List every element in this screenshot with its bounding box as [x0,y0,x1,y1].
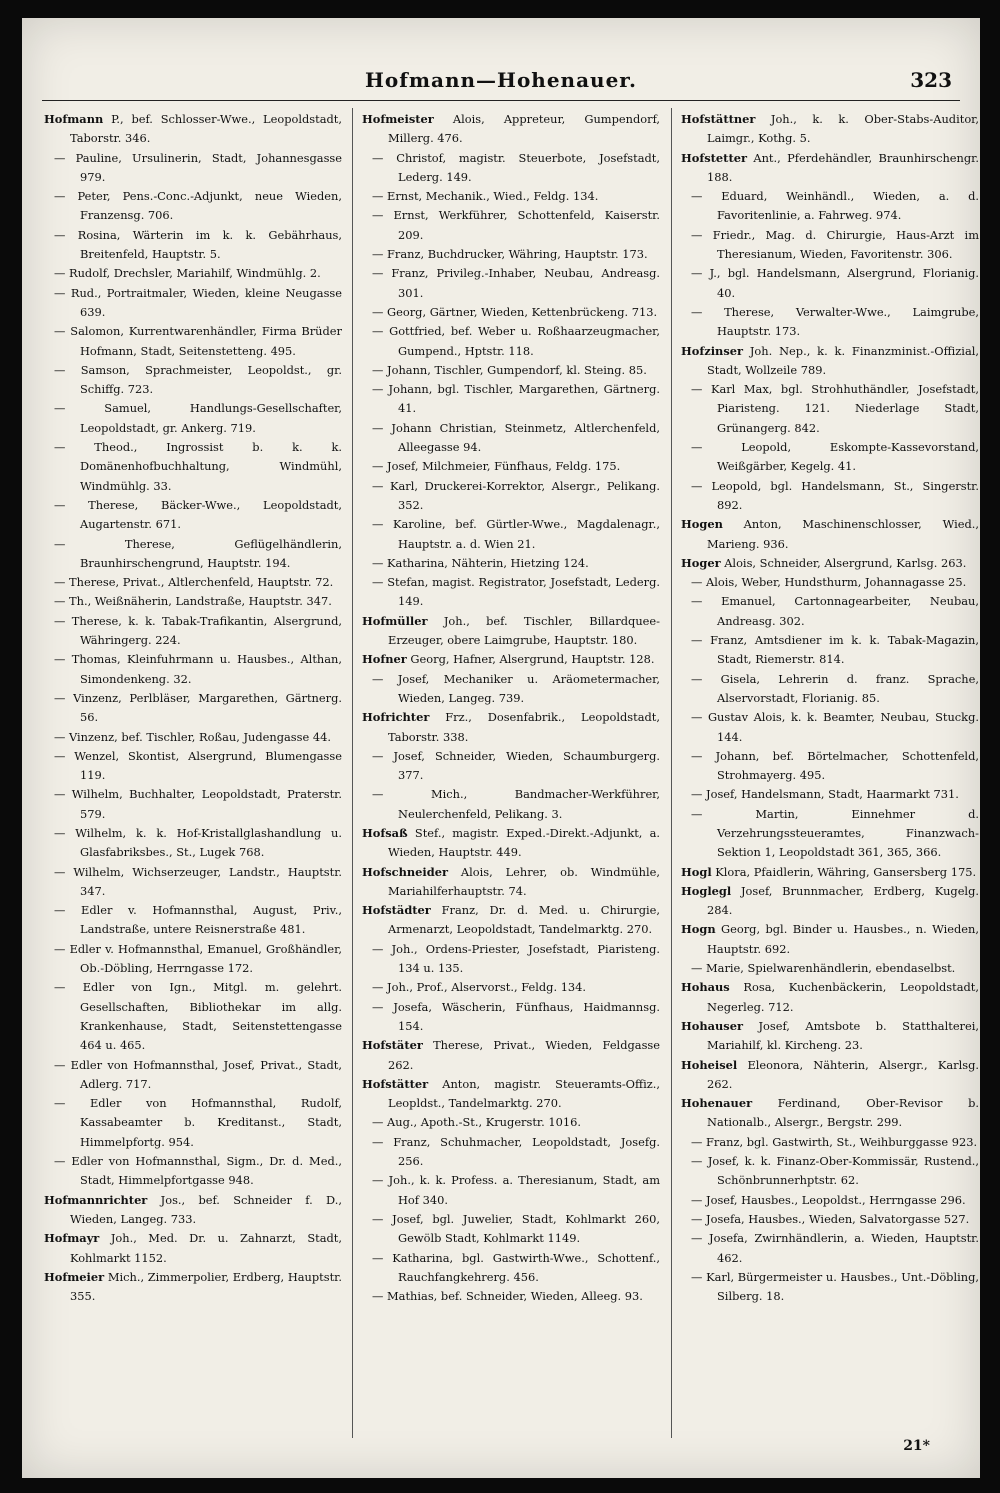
entry-details: Franz, Amtsdiener im k. k. Tabak-Magazin, Stadt, Riemerstr. 814. [710,633,979,667]
entry-details: Georg, bgl. Binder u. Hausbes., n. Wieden, Hauptstr. 692. [707,922,979,956]
entry-surname: Hohauser [681,1018,743,1033]
directory-entry [44,1229,342,1268]
entry-details: Edler v. Hofmannsthal, August, Priv., Landstraße, untere Reisnerstraße 481. [80,903,342,937]
directory-entry: — Josef, Mechaniker u. Aräometermacher, Wieden, Langeg. 739. [372,671,660,705]
entry-details: Klora, Pfaidlerin, Währing, Gansersberg 175. [715,864,977,879]
entry-details: Therese, k. k. Tabak-Trafikantin, Alsergrund, Währingerg. 224. [71,613,343,648]
entry-details: Karl, Bürgermeister u. Hausbes., Unt.-Döbling, Silberg. 18. [706,1269,979,1304]
directory-entry: — Karl, Bürgermeister u. Hausbes., Unt.-Döbling, Silberg. 18. [691,1269,979,1304]
entry-details: Georg, Gärtner, Wieden, Kettenbrückeng. 713. [387,304,658,319]
directory-entry: — Franz, Buchdrucker, Währing, Hauptstr. 173. [372,247,648,262]
entry-details: P., bef. Schlosser-Wwe., Leopoldstadt, Taborstr. 346. [70,112,342,146]
directory-entry: — Johann, Tischler, Gumpendorf, kl. Steing. 85. [372,362,647,377]
directory-entry: — Franz, bgl. Gastwirth, St., Weihburggasse 923. [691,1134,978,1149]
directory-entry: — Josef, Schneider, Wieden, Schaumburgerg. 377. [372,748,660,783]
entry-details: Ernst, Mechanik., Wied., Feldg. 134. [387,189,599,204]
entry-details: Samson, Sprachmeister, Leopoldst., gr. Schiffg. 723. [80,362,342,397]
entry-surname: Hofstetter [681,150,747,165]
directory-entry: — Franz, Schuhmacher, Leopoldstadt, Josefg. 256. [372,1134,660,1169]
entry-details: Karl Max, bgl. Strohhuthändler, Josefstadt, Piaristeng. 121. Niederlage Stadt, Grünangerg. 842. [710,382,979,435]
entry-details: Joh. Nep., k. k. Finanzminist.-Offizial, Stadt, Wollzeile 789. [707,343,980,377]
directory-entry [681,978,979,1017]
directory-entry: — Rud., Portraitmaler, Wieden, kleine Neugasse 639. [54,285,343,319]
entry-details: Gisela, Lehrerin d. franz. Sprache, Alservorstadt, Florianig. 85. [717,671,979,705]
entry-details: J., bgl. Handelsmann, Alsergrund, Florianig. 40. [709,266,979,300]
directory-entry: — Georg, Gärtner, Wieden, Kettenbrückeng. 713. [372,304,658,319]
directory-entry: — Josef, Handelsmann, Stadt, Haarmarkt 731. [691,787,959,802]
directory-entry: — Stefan, magist. Registrator, Josefstadt, Lederg. 149. [372,575,660,609]
page-number: 323 [910,68,952,92]
directory-entry: — Josef, bgl. Juwelier, Stadt, Kohlmarkt 260, Gewölb Stadt, Kohlmarkt 1149. [372,1211,660,1246]
directory-entry: — Edler v. Hofmannsthal, Emanuel, Großhändler, Ob.-Döbling, Herrngasse 172. [54,941,342,976]
entry-details: Josef, Milchmeier, Fünfhaus, Feldg. 175. [387,459,621,474]
entry-details: Johann, bef. Börtelmacher, Schottenfeld, Strohmayerg. 495. [715,748,979,783]
entry-details: Stef., magistr. Exped.-Direkt.-Adjunkt, a. Wieden, Hauptstr. 449. [388,825,660,860]
entry-details: Mathias, bef. Schneider, Wieden, Alleeg. 93. [387,1289,643,1304]
directory-entry: — Mathias, bef. Schneider, Wieden, Alleeg. 93. [372,1289,643,1304]
directory-entry: — Emanuel, Cartonnagearbeiter, Neubau, Andreasg. 302. [691,594,979,628]
directory-entry: — Aug., Apoth.-St., Krugerstr. 1016. [372,1115,581,1130]
entry-details: Karl, Druckerei-Korrektor, Alsergr., Pelikang. 352. [390,478,661,512]
column-divider [671,108,672,1438]
directory-entry [681,882,979,921]
entry-details: Joh., bef. Tischler, Billardquee-Erzeuger, obere Laimgrube, Hauptstr. 180. [388,613,660,648]
entry-surname: Hoger [681,555,721,570]
entry-surname: Hohaus [681,980,730,995]
entry-details: Eleonora, Nähterin, Alsergr., Karlsg. 262. [707,1057,980,1091]
directory-entry: — Katharina, bgl. Gastwirth-Wwe., Schottenf., Rauchfangkehrerg. 456. [372,1250,660,1284]
entry-details: Edler v. Hofmannsthal, Emanuel, Großhändler, Ob.-Döbling, Herrngasse 172. [69,941,342,976]
directory-entry: — Eduard, Weinhändl., Wieden, a. d. Favoritenlinie, a. Fahrweg. 974. [691,189,980,223]
directory-entry: — Samuel, Handlungs-Gesellschafter, Leopoldstadt, gr. Ankerg. 719. [54,401,342,435]
directory-entry: — Josefa, Zwirnhändlerin, a. Wieden, Hauptstr. 462. [691,1231,979,1265]
directory-entry [681,149,979,188]
entry-details: Vinzenz, bef. Tischler, Roßau, Judengasse 44. [69,729,331,744]
entry-details: Therese, Bäcker-Wwe., Leopoldstadt, Augartenstr. 671. [80,497,342,532]
entry-details: Frz., Dosenfabrik., Leopoldstadt, Taborstr. 338. [388,710,661,744]
directory-entry: — Katharina, Nähterin, Hietzing 124. [372,555,589,570]
directory-entry [362,612,660,651]
directory-entry [362,1075,660,1114]
directory-entry: — Joh., Ordens-Priester, Josefstadt, Piaristeng. 134 u. 135. [372,941,660,976]
entry-details: Therese, Privat., Wieden, Feldgasse 262. [388,1038,661,1072]
entry-details: Emanuel, Cartonnagearbeiter, Neubau, Andreasg. 302. [717,594,979,628]
entry-details: Jos., bef. Schneider f. D., Wieden, Langeg. 733. [70,1192,342,1226]
entry-details: Joh., Ordens-Priester, Josefstadt, Piaristeng. 134 u. 135. [391,941,660,976]
directory-entry: — Edler von Hofmannsthal, Josef, Privat., Stadt, Adlerg. 717. [54,1057,342,1091]
entry-details: Salomon, Kurrentwarenhändler, Firma Brüder Hofmann, Stadt, Seitenstetteng. 495. [70,324,342,358]
entry-details: Gottfried, bef. Weber u. Roßhaarzeugmacher, Gumpend., Hptstr. 118. [389,324,660,358]
entry-details: Marie, Spielwarenhändlerin, ebendaselbst. [706,961,956,976]
directory-entry: — Josefa, Hausbes., Wieden, Salvatorgasse 527. [691,1211,970,1226]
entry-details: Mich., Zimmerpolier, Erdberg, Hauptstr. 355. [70,1269,342,1304]
directory-entry [681,342,979,381]
entry-details: Edler von Hofmannsthal, Sigm., Dr. d. Med., Stadt, Himmelpfortgasse 948. [71,1154,342,1188]
directory-column-2 [362,110,660,1306]
directory-entry [44,1268,342,1307]
directory-entry [681,1017,979,1056]
entry-details: Alois, Weber, Hundsthurm, Johannagasse 25. [706,575,967,590]
entry-surname: Hofmannrichter [44,1192,148,1207]
directory-entry: — Wilhelm, Buchhalter, Leopoldstadt, Praterstr. 579. [54,787,342,821]
entry-details: Alois, Schneider, Alsergrund, Karlsg. 263. [724,555,967,570]
directory-entry: — Edler von Hofmannsthal, Rudolf, Kassabeamter b. Kreditanst., Stadt, Himmelpfortg. 954. [54,1096,342,1149]
directory-entry: — Martin, Einnehmer d. Verzehrungssteueramtes, Finanzwach-Sektion 1, Leopoldstadt 361, 365, 366. [691,806,979,860]
entry-surname: Hofmüller [362,613,428,628]
entry-surname: Hofstätter [362,1076,429,1091]
entry-details: Wilhelm, Buchhalter, Leopoldstadt, Praterstr. 579. [71,787,342,821]
directory-entry [681,920,979,959]
entry-details: Peter, Pens.-Conc.-Adjunkt, neue Wieden, Franzensg. 706. [77,189,342,223]
directory-entry: — Karl Max, bgl. Strohhuthändler, Josefstadt, Piaristeng. 121. Niederlage Stadt, Grünangerg. 842. [691,382,979,435]
directory-page [22,18,980,1478]
entry-surname: Hofschneider [362,864,448,879]
entry-details: Therese, Privat., Altlerchenfeld, Hauptstr. 72. [69,575,334,590]
directory-entry [44,110,342,149]
entry-details: Johann, Tischler, Gumpendorf, kl. Steing. 85. [387,362,647,377]
entry-surname: Hoglegl [681,883,732,898]
entry-details: Josef, Handelsmann, Stadt, Haarmarkt 731. [706,787,959,802]
entry-details: Joh., k. k. Ober-Stabs-Auditor, Laimgr., Kothg. 5. [707,112,979,146]
entry-details: Samuel, Handlungs-Gesellschafter, Leopoldstadt, gr. Ankerg. 719. [80,401,342,435]
entry-details: Karoline, bef. Gürtler-Wwe., Magdalenagr., Hauptstr. a. d. Wien 21. [393,517,660,551]
directory-entry: — Pauline, Ursulinerin, Stadt, Johannesgasse 979. [54,150,342,184]
directory-entry: — Johann Christian, Steinmetz, Altlerchenfeld, Alleegasse 94. [372,420,660,455]
entry-details: Joh., Prof., Alservorst., Feldg. 134. [387,980,587,995]
directory-entry: — Vinzenz, Perlbläser, Margarethen, Gärtnerg. 56. [54,690,342,725]
entry-details: Anton, magistr. Steueramts-Offiz., Leopldst., Tandelmarktg. 270. [388,1076,660,1111]
directory-entry [681,515,979,554]
directory-entry: — Vinzenz, bef. Tischler, Roßau, Judengasse 44. [54,729,331,744]
entry-details: Vinzenz, Perlbläser, Margarethen, Gärtnerg. 56. [73,690,342,725]
directory-entry: — Friedr., Mag. d. Chirurgie, Haus-Arzt im Theresianum, Wieden, Favoritenstr. 306. [691,227,979,262]
entry-details: Johann Christian, Steinmetz, Altlerchenfeld, Alleegasse 94. [391,420,660,455]
entry-surname: Hofzinser [681,343,743,358]
directory-entry [362,650,660,669]
entry-details: Rosina, Wärterin im k. k. Gebährhaus, Breitenfeld, Hauptstr. 5. [77,227,343,262]
entry-details: Stefan, magist. Registrator, Josefstadt, Lederg. 149. [387,575,660,609]
entry-surname: Hohenauer [681,1096,753,1111]
directory-entry: — Josef, Milchmeier, Fünfhaus, Feldg. 175. [372,459,621,474]
entry-details: Anton, Maschinenschlosser, Wied., Marieng. 936. [707,517,979,551]
entry-details: Katharina, Nähterin, Hietzing 124. [387,555,589,570]
directory-entry: — Josef, k. k. Finanz-Ober-Kommissär, Rustend., Schönbrunnerhptstr. 62. [691,1154,980,1188]
directory-entry: — Josefa, Wäscherin, Fünfhaus, Haidmannsg. 154. [372,999,660,1033]
entry-details: Johann, bgl. Tischler, Margarethen, Gärtnerg. 41. [388,382,660,416]
entry-details: Franz, Dr. d. Med. u. Chirurgie, Armenarzt, Leopoldstadt, Tandelmarktg. 270. [388,903,660,937]
directory-entry [681,110,979,149]
entry-details: Therese, Geflügelhändlerin, Braunhirschengrund, Hauptstr. 194. [80,536,342,570]
directory-entry: — Theod., Ingrossist b. k. k. Domänenhofbuchhaltung, Windmühl, Windmühlg. 33. [54,440,342,493]
entry-details: Josefa, Hausbes., Wieden, Salvatorgasse 527. [706,1211,970,1226]
directory-entry [362,901,660,940]
directory-entry: — Joh., Prof., Alservorst., Feldg. 134. [372,980,587,995]
entry-details: Joh., k. k. Profess. a. Theresianum, Stadt, am Hof 340. [388,1173,661,1207]
entry-details: Katharina, bgl. Gastwirth-Wwe., Schottenf., Rauchfangkehrerg. 456. [392,1250,660,1284]
directory-entry: — Johann, bef. Börtelmacher, Schottenfeld, Strohmayerg. 495. [691,748,979,783]
entry-surname: Hofstättner [681,112,756,126]
entry-details: Edler von Hofmannsthal, Rudolf, Kassabeamter b. Kreditanst., Stadt, Himmelpfortg. 954. [80,1096,342,1149]
entry-surname: Hofsaß [362,825,408,840]
directory-entry: — Edler von Ign., Mitgl. m. gelehrt. Gesellschaften, Bibliothekar im allg. Krankenhause, Stadt, Seitenstettengasse 464 u. 465. [54,980,343,1053]
directory-entry [681,1094,979,1133]
entry-details: Edler von Ign., Mitgl. m. gelehrt. Gesellschaften, Bibliothekar im allg. Krankenhause, Stadt, Seitenstettengasse 464 u. 465. [80,980,343,1053]
directory-entry [362,110,660,149]
directory-entry [362,824,660,863]
entry-details: Georg, Hafner, Alsergrund, Hauptstr. 128. [410,652,655,667]
directory-entry: — Wilhelm, Wichserzeuger, Landstr., Hauptstr. 347. [54,864,343,898]
directory-entry: — Christof, magistr. Steuerbote, Josefstadt, Lederg. 149. [372,150,661,184]
directory-entry: — Therese, Verwalter-Wwe., Laimgrube, Hauptstr. 173. [691,304,980,339]
directory-entry [681,554,979,573]
directory-entry: — Wilhelm, k. k. Hof-Kristallglashandlung u. Glasfabriksbes., St., Lugek 768. [54,825,342,860]
entry-details: Alois, Lehrer, ob. Windmühle, Mariahilferhauptstr. 74. [388,864,660,898]
entry-details: Mich., Bandmacher-Werkführer, Neulerchenfeld, Pelikang. 3. [398,787,660,821]
entry-surname: Hogn [681,922,716,937]
directory-entry: — Therese, Bäcker-Wwe., Leopoldstadt, Augartenstr. 671. [54,497,342,532]
running-title: Hofmann—Hohenauer. [365,68,637,92]
directory-entry: — Leopold, Eskompte-Kassevorstand, Weißgärber, Kegelg. 41. [691,440,979,474]
entry-details: Thomas, Kleinfuhrmann u. Hausbes., Althan, Simondenkeng. 32. [71,652,342,686]
directory-entry: — Joh., k. k. Profess. a. Theresianum, Stadt, am Hof 340. [372,1173,661,1207]
directory-entry: — Salomon, Kurrentwarenhändler, Firma Brüder Hofmann, Stadt, Seitenstetteng. 495. [54,324,342,358]
entry-surname: Hofrichter [362,710,430,725]
entry-details: Christof, magistr. Steuerbote, Josefstadt, Lederg. 149. [396,150,661,184]
entry-details: Theod., Ingrossist b. k. k. Domänenhofbuchhaltung, Windmühl, Windmühlg. 33. [80,440,342,493]
directory-entry: — Ernst, Mechanik., Wied., Feldg. 134. [372,189,599,204]
entry-details: Rosa, Kuchenbäckerin, Leopoldstadt, Negerleg. 712. [707,980,979,1014]
directory-column-1 [44,110,342,1306]
directory-entry: — Therese, Geflügelhändlerin, Braunhirschengrund, Hauptstr. 194. [54,536,342,570]
entry-surname: Hoheisel [681,1057,738,1072]
entry-details: Leopold, Eskompte-Kassevorstand, Weißgärber, Kegelg. 41. [717,440,979,474]
entry-surname: Hofmayr [44,1231,100,1246]
directory-entry: — Johann, bgl. Tischler, Margarethen, Gärtnerg. 41. [372,382,660,416]
directory-entry: — Peter, Pens.-Conc.-Adjunkt, neue Wieden, Franzensg. 706. [54,189,342,223]
directory-entry: — Gisela, Lehrerin d. franz. Sprache, Alservorstadt, Florianig. 85. [691,671,979,705]
entry-details: Josef, bgl. Juwelier, Stadt, Kohlmarkt 260, Gewölb Stadt, Kohlmarkt 1149. [392,1211,660,1246]
directory-entry: — Therese, k. k. Tabak-Trafikantin, Alsergrund, Währingerg. 224. [54,613,343,648]
directory-entry: — Leopold, bgl. Handelsmann, St., Singerstr. 892. [691,478,979,512]
entry-details: Martin, Einnehmer d. Verzehrungssteueramtes, Finanzwach-Sektion 1, Leopoldstadt 361, 365, 366. [717,806,979,860]
directory-entry: — Samson, Sprachmeister, Leopoldst., gr. Schiffg. 723. [54,362,342,397]
entry-details: Josef, Hausbes., Leopoldst., Herrngasse 296. [706,1192,966,1207]
entry-surname: Hogen [681,517,723,532]
directory-entry: — J., bgl. Handelsmann, Alsergrund, Florianig. 40. [691,266,979,300]
entry-details: Pauline, Ursulinerin, Stadt, Johannesgasse 979. [75,150,342,184]
directory-entry: — Josef, Hausbes., Leopoldst., Herrngasse 296. [691,1192,966,1207]
directory-entry: — Rudolf, Drechsler, Mariahilf, Windmühlg. 2. [54,266,321,281]
entry-details: Rud., Portraitmaler, Wieden, kleine Neugasse 639. [70,285,343,319]
entry-details: Josef, Mechaniker u. Aräometermacher, Wieden, Langeg. 739. [397,671,660,705]
directory-entry: — Mich., Bandmacher-Werkführer, Neulerchenfeld, Pelikang. 3. [372,787,660,821]
directory-entry: — Franz, Privileg.-Inhaber, Neubau, Andreasg. 301. [372,266,660,300]
directory-entry: — Alois, Weber, Hundsthurm, Johannagasse 25. [691,575,967,590]
entry-details: Edler von Hofmannsthal, Josef, Privat., Stadt, Adlerg. 717. [70,1057,342,1091]
directory-entry: — Thomas, Kleinfuhrmann u. Hausbes., Althan, Simondenkeng. 32. [54,652,342,686]
entry-surname: Hofner [362,652,407,667]
entry-details: Ferdinand, Ober-Revisor b. Nationalb., Alsergr., Bergstr. 299. [707,1096,979,1130]
directory-entry: — Edler v. Hofmannsthal, August, Priv., Landstraße, untere Reisnerstraße 481. [54,903,342,937]
directory-entry: — Franz, Amtsdiener im k. k. Tabak-Magazin, Stadt, Riemerstr. 814. [691,633,979,667]
header-rule [42,100,960,101]
entry-details: Franz, Schuhmacher, Leopoldstadt, Josefg. 256. [393,1134,660,1169]
entry-details: Josef, k. k. Finanz-Ober-Kommissär, Rustend., Schönbrunnerhptstr. 62. [707,1154,980,1188]
directory-entry: — Therese, Privat., Altlerchenfeld, Hauptstr. 72. [54,575,334,590]
directory-entry: — Edler von Hofmannsthal, Sigm., Dr. d. Med., Stadt, Himmelpfortgasse 948. [54,1154,342,1188]
entry-surname: Hofmeier [44,1269,105,1284]
directory-entry: — Karl, Druckerei-Korrektor, Alsergr., Pelikang. 352. [372,478,661,512]
entry-details: Josef, Amtsbote b. Statthalterei, Mariahilf, kl. Kircheng. 23. [707,1018,980,1053]
entry-details: Alois, Appreteur, Gumpendorf, Millerg. 476. [388,112,661,146]
entry-details: Leopold, bgl. Handelsmann, St., Singerstr. 892. [711,478,979,512]
entry-details: Rudolf, Drechsler, Mariahilf, Windmühlg. 2. [69,266,321,281]
entry-details: Josefa, Zwirnhändlerin, a. Wieden, Hauptstr. 462. [709,1231,979,1265]
directory-entry [681,863,979,882]
directory-entry [362,1036,660,1075]
entry-details: Th., Weißnäherin, Landstraße, Hauptstr. 347. [69,594,332,609]
entry-details: Friedr., Mag. d. Chirurgie, Haus-Arzt im Theresianum, Wieden, Favoritenstr. 306. [712,227,979,262]
directory-column-3 [681,110,979,1306]
signature-mark: 21* [903,1438,930,1454]
entry-details: Gustav Alois, k. k. Beamter, Neubau, Stuckg. 144. [707,710,979,744]
directory-entry: — Rosina, Wärterin im k. k. Gebährhaus, Breitenfeld, Hauptstr. 5. [54,227,343,262]
directory-entry: — Th., Weißnäherin, Landstraße, Hauptstr. 347. [54,594,332,609]
entry-details: Josefa, Wäscherin, Fünfhaus, Haidmannsg. 154. [393,999,660,1033]
entry-details: Franz, bgl. Gastwirth, St., Weihburggasse 923. [706,1134,978,1149]
entry-details: Aug., Apoth.-St., Krugerstr. 1016. [387,1115,581,1130]
entry-details: Josef, Schneider, Wieden, Schaumburgerg. 377. [393,748,660,783]
entry-surname: Hofmeister [362,112,434,126]
directory-entry: — Wenzel, Skontist, Alsergrund, Blumengasse 119. [54,748,342,783]
entry-details: Ant., Pferdehändler, Braunhirschengr. 188. [707,150,979,184]
entry-surname: Hofstäter [362,1038,423,1053]
entry-surname: Hogl [681,864,712,879]
entry-details: Ernst, Werkführer, Schottenfeld, Kaiserstr. 209. [393,208,660,242]
entry-details: Wilhelm, Wichserzeuger, Landstr., Hauptstr. 347. [73,864,343,898]
entry-details: Josef, Brunnmacher, Erdberg, Kugelg. 284. [707,883,979,918]
entry-details: Franz, Privileg.-Inhaber, Neubau, Andreasg. 301. [391,266,660,300]
entry-details: Wilhelm, k. k. Hof-Kristallglashandlung u. Glasfabriksbes., St., Lugek 768. [75,825,342,860]
column-divider [352,108,353,1438]
directory-entry [362,863,660,902]
entry-details: Eduard, Weinhändl., Wieden, a. d. Favoritenlinie, a. Fahrweg. 974. [717,189,980,223]
directory-entry: — Karoline, bef. Gürtler-Wwe., Magdalenagr., Hauptstr. a. d. Wien 21. [372,517,660,551]
directory-entry: — Gustav Alois, k. k. Beamter, Neubau, Stuckg. 144. [691,710,979,744]
entry-surname: Hofmann [44,112,104,126]
entry-details: Joh., Med. Dr. u. Zahnarzt, Stadt, Kohlmarkt 1152. [70,1231,342,1265]
directory-entry [681,1056,979,1095]
entry-details: Wenzel, Skontist, Alsergrund, Blumengasse 119. [74,748,342,783]
page-header [22,68,980,98]
directory-entry: — Ernst, Werkführer, Schottenfeld, Kaiserstr. 209. [372,208,660,242]
directory-entry: — Gottfried, bef. Weber u. Roßhaarzeugmacher, Gumpend., Hptstr. 118. [372,324,660,358]
directory-entry: — Marie, Spielwarenhändlerin, ebendaselbst. [691,961,956,976]
directory-entry [362,708,660,747]
entry-details: Franz, Buchdrucker, Währing, Hauptstr. 173. [387,247,648,262]
directory-entry [44,1191,342,1230]
entry-details: Therese, Verwalter-Wwe., Laimgrube, Hauptstr. 173. [717,304,980,339]
entry-surname: Hofstädter [362,903,431,918]
